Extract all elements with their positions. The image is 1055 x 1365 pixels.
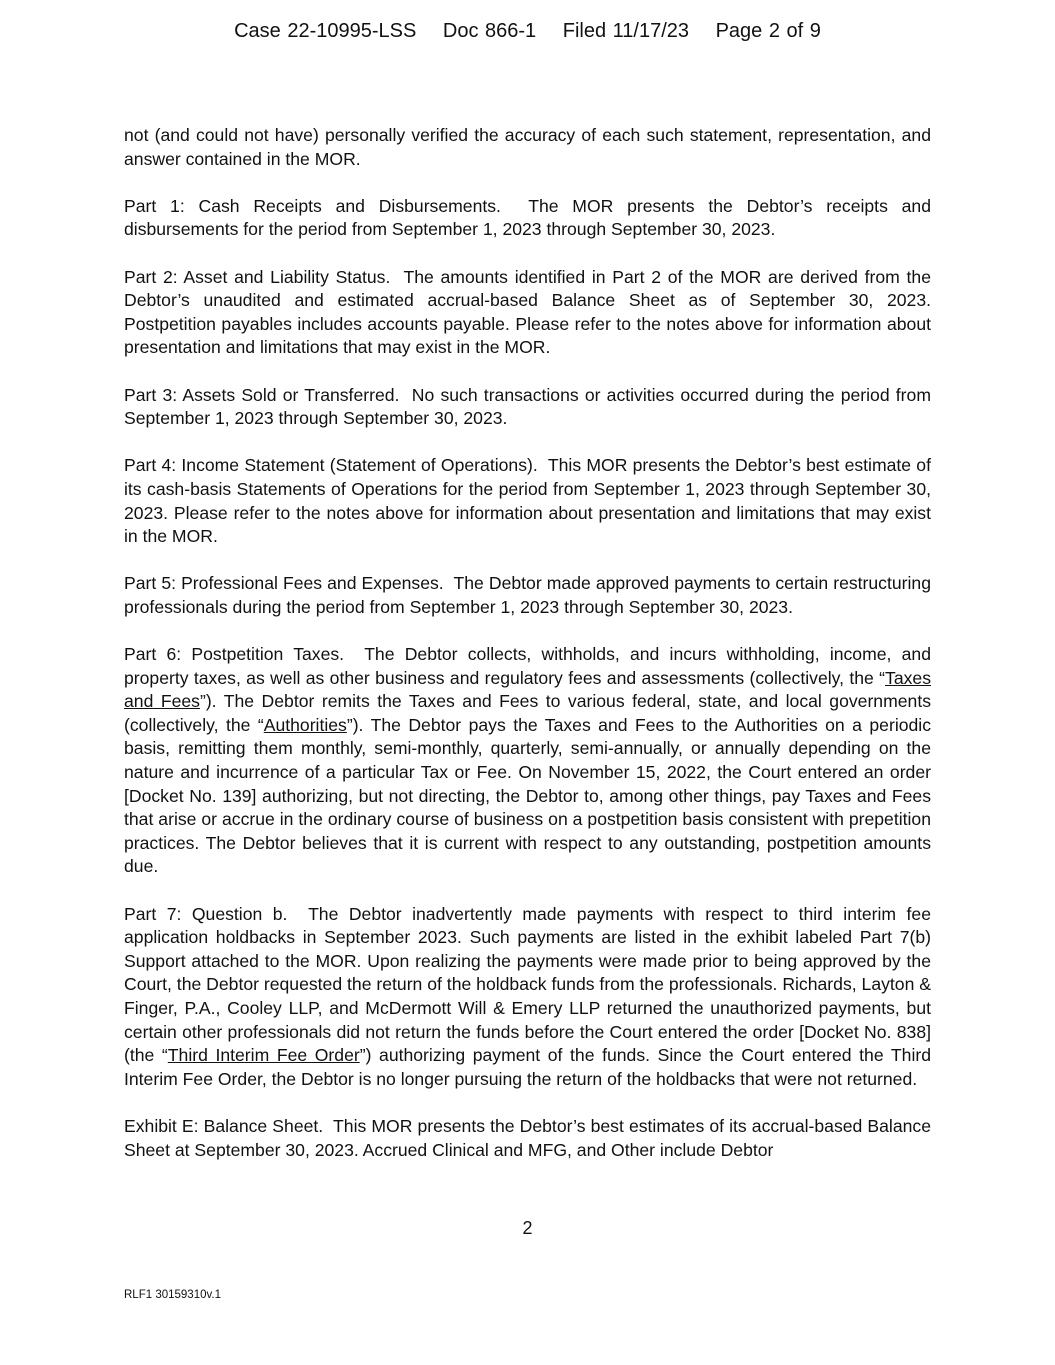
part7-paragraph	[124, 903, 931, 1092]
part5-heading: Part 5: Professional Fees and Expenses.	[124, 573, 444, 594]
exhibit-e-paragraph	[124, 1115, 931, 1162]
part1-heading: Part 1: Cash Receipts and Disbursements.	[124, 195, 501, 216]
part1-paragraph	[124, 195, 931, 242]
defined-term-third-interim-fee-order: Third Interim Fee Order	[167, 1045, 360, 1066]
part6-body-c: ”). The Debtor pays the Taxes and Fees to the Authorities on a periodic basis, remitting them monthly, semi-monthly, quarterly, semi-annually, or annually depending on the nature and incurrence of a particular Tax or Fee. On November 15, 2022, the Court entered an order [Docket No. 139] authorizing, but not directing, the Debtor to, among other things, pay Taxes and Fees that arise or accrue in the ordinary course of business on a postpetition basis consistent with prepetition practices. The Debtor believes that it is current with respect to any outstanding, postpetition amounts due.	[124, 714, 931, 877]
part6-paragraph	[124, 643, 931, 879]
page-indicator: Page 2 of 9	[715, 20, 821, 42]
part4-body: This MOR presents the Debtor’s best estimate of its cash-basis Statements of Operations for the period from September 1, 2023 through September 30, 2023. Please refer to the notes above for information about presentation and limitations that may exist in the MOR.	[124, 455, 931, 547]
part3-heading: Part 3: Assets Sold or Transferred.	[124, 384, 400, 405]
part6-body-b: ”). The Debtor remits the Taxes and Fees to various federal, state, and local governments (collectively, the “	[124, 691, 932, 735]
part3-paragraph	[124, 384, 931, 431]
doc-number: Doc 866-1	[442, 20, 537, 42]
page-header	[0, 20, 1055, 43]
part3-body: No such transactions or activities occurred during the period from September 1, 2023 through September 30, 2023.	[124, 384, 931, 429]
part6-body-a: The Debtor collects, withholds, and incurs withholding, income, and property taxes, as well as other business and regulatory fees and assessments (collectively, the “	[124, 644, 931, 688]
page-number: 2	[522, 1218, 533, 1238]
part5-body: The Debtor made approved payments to certain restructuring professionals during the period from September 1, 2023 through September 30, 2023.	[124, 573, 931, 617]
part7-body-a: The Debtor inadvertently made payments with respect to third interim fee application holdbacks in September 2023. Such payments are listed in the exhibit labeled Part 7(b) Support attached to the MOR. Upon realizing the payments were made prior to being approved by the Court, the Debtor requested the return of the holdback funds from the professionals. Richards, Layton & Finger, P.A., Cooley LLP, and McDermott Will & Emery LLP returned the unauthorized payments, but certain other professionals did not return the funds before the Court entered the order [Docket No. 838] (the “	[124, 903, 931, 1066]
part2-heading: Part 2: Asset and Liability Status.	[124, 266, 391, 287]
part5-paragraph	[124, 572, 931, 619]
case-number: Case 22-10995-LSS	[234, 20, 417, 42]
part7-heading: Part 7: Question b.	[124, 903, 288, 924]
part4-paragraph	[124, 454, 931, 548]
defined-term-taxes-and-fees: Taxes and Fees	[124, 667, 931, 712]
exhibit-e-heading: Exhibit E: Balance Sheet.	[124, 1115, 324, 1136]
filed-date: Filed 11/17/23	[562, 20, 690, 42]
part6-heading: Part 6: Postpetition Taxes.	[124, 644, 345, 665]
part2-body: The amounts identified in Part 2 of the MOR are derived from the Debtor’s unaudited and estimated accrual-based Balance Sheet as of September 30, 2023. Postpetition payables includes accounts payable. Please refer to the notes above for information about presentation and limitations that may exist in the MOR.	[124, 266, 931, 358]
defined-term-authorities: Authorities	[263, 714, 347, 735]
document-body	[124, 124, 931, 1186]
part2-paragraph	[124, 266, 931, 360]
part4-heading: Part 4: Income Statement (Statement of Operations).	[124, 455, 538, 476]
exhibit-e-body: This MOR presents the Debtor’s best estimates of its accrual-based Balance Sheet at September 30, 2023. Accrued Clinical and MFG, and Other include Debtor	[124, 1115, 931, 1160]
intro-paragraph: not (and could not have) personally verified the accuracy of each such statement, representation, and answer contained in the MOR.	[124, 125, 931, 169]
document-footer-id: RLF1 30159310v.1	[124, 1289, 221, 1301]
part7-body-b: ”) authorizing payment of the funds. Since the Court entered the Third Interim Fee Order, the Debtor is no longer pursuing the return of the holdbacks that were not returned.	[124, 1045, 931, 1089]
part1-body: The MOR presents the Debtor’s receipts and disbursements for the period from September 1, 2023 through September 30, 2023.	[124, 195, 931, 240]
